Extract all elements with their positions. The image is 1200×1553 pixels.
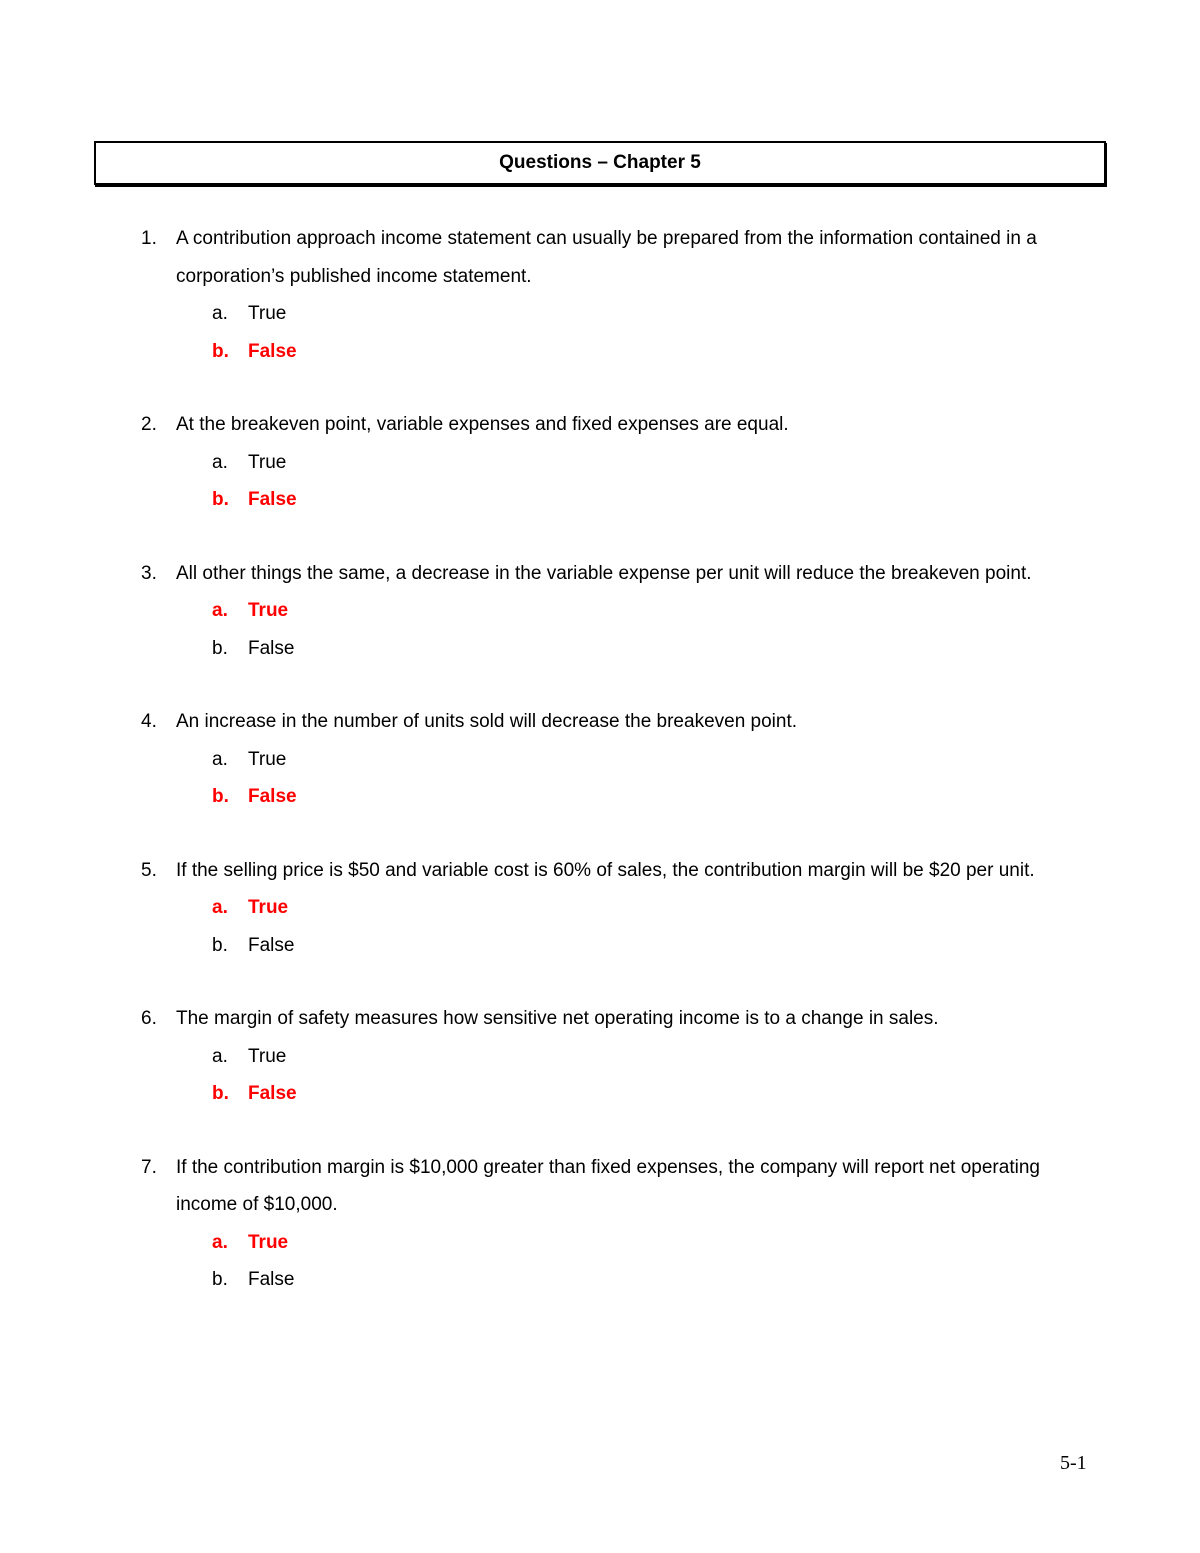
question-item	[0, 555, 1200, 668]
answer-option	[0, 1261, 1200, 1299]
question-number: 4.	[141, 711, 157, 732]
option-text: True	[248, 748, 287, 770]
question-number: 5.	[141, 859, 157, 881]
option-text: False	[248, 1269, 295, 1290]
option-letter: a.	[212, 451, 228, 473]
option-text: True	[248, 1231, 289, 1253]
question-text: The margin of safety measures how sensitive net operating income is to a change in sales.	[176, 1008, 939, 1029]
correct-answer-option	[0, 481, 1200, 519]
correct-answer-option	[0, 889, 1200, 927]
option-text: False	[248, 934, 295, 956]
option-letter: b.	[212, 1269, 228, 1290]
correct-answer-option	[0, 778, 1200, 816]
answer-option	[0, 741, 1200, 779]
correct-answer-option	[0, 333, 1200, 371]
option-text: False	[248, 489, 297, 510]
question-text: If the contribution margin is $10,000 greater than fixed expenses, the company will report net operating income of $10,000.	[176, 1156, 1040, 1215]
page-title: Questions – Chapter 5	[499, 152, 701, 173]
option-letter: a.	[212, 1231, 228, 1253]
chapter-title-box	[94, 141, 1106, 185]
answer-option	[0, 1038, 1200, 1076]
option-text: False	[248, 637, 295, 659]
question-item	[0, 1149, 1200, 1299]
option-text: True	[248, 897, 289, 918]
question-text: At the breakeven point, variable expenses and fixed expenses are equal.	[176, 414, 789, 435]
question-item	[0, 852, 1200, 965]
question-number: 6.	[141, 1008, 157, 1029]
option-letter: a.	[212, 600, 228, 621]
question-number: 2.	[141, 414, 157, 435]
option-letter: a.	[212, 1045, 228, 1067]
option-letter: b.	[212, 340, 229, 362]
option-text: True	[248, 451, 287, 473]
option-text: False	[248, 786, 297, 807]
correct-answer-option	[0, 592, 1200, 630]
question-text: All other things the same, a decrease in the variable expense per unit will reduce the breakeven point.	[176, 562, 1032, 584]
answer-option	[0, 295, 1200, 333]
page-number: 5-1	[1060, 1452, 1087, 1474]
option-text: False	[248, 340, 297, 362]
question-list	[0, 220, 1200, 1335]
question-text: An increase in the number of units sold will decrease the breakeven point.	[176, 711, 798, 732]
correct-answer-option	[0, 1224, 1200, 1262]
correct-answer-option	[0, 1075, 1200, 1113]
question-number: 1.	[141, 228, 157, 249]
answer-option	[0, 927, 1200, 965]
answer-option	[0, 630, 1200, 668]
question-number: 7.	[141, 1156, 157, 1178]
option-letter: b.	[212, 786, 229, 807]
option-letter: a.	[212, 748, 228, 770]
option-text: True	[248, 1045, 287, 1067]
option-text: True	[248, 600, 289, 621]
question-item	[0, 406, 1200, 519]
question-item	[0, 220, 1200, 370]
option-letter: b.	[212, 934, 228, 956]
question-number: 3.	[141, 562, 157, 584]
answer-option	[0, 444, 1200, 482]
question-item	[0, 1000, 1200, 1113]
question-item	[0, 703, 1200, 816]
option-text: True	[248, 303, 287, 324]
option-letter: b.	[212, 1083, 229, 1104]
option-letter: a.	[212, 303, 228, 324]
option-letter: b.	[212, 489, 229, 510]
option-letter: a.	[212, 897, 228, 918]
option-letter: b.	[212, 637, 228, 659]
option-text: False	[248, 1083, 297, 1104]
question-text: A contribution approach income statement can usually be prepared from the information contained in a corporation’s published income statement.	[176, 228, 1037, 287]
question-text: If the selling price is $50 and variable cost is 60% of sales, the contribution margin will be $20 per unit.	[176, 859, 1035, 881]
